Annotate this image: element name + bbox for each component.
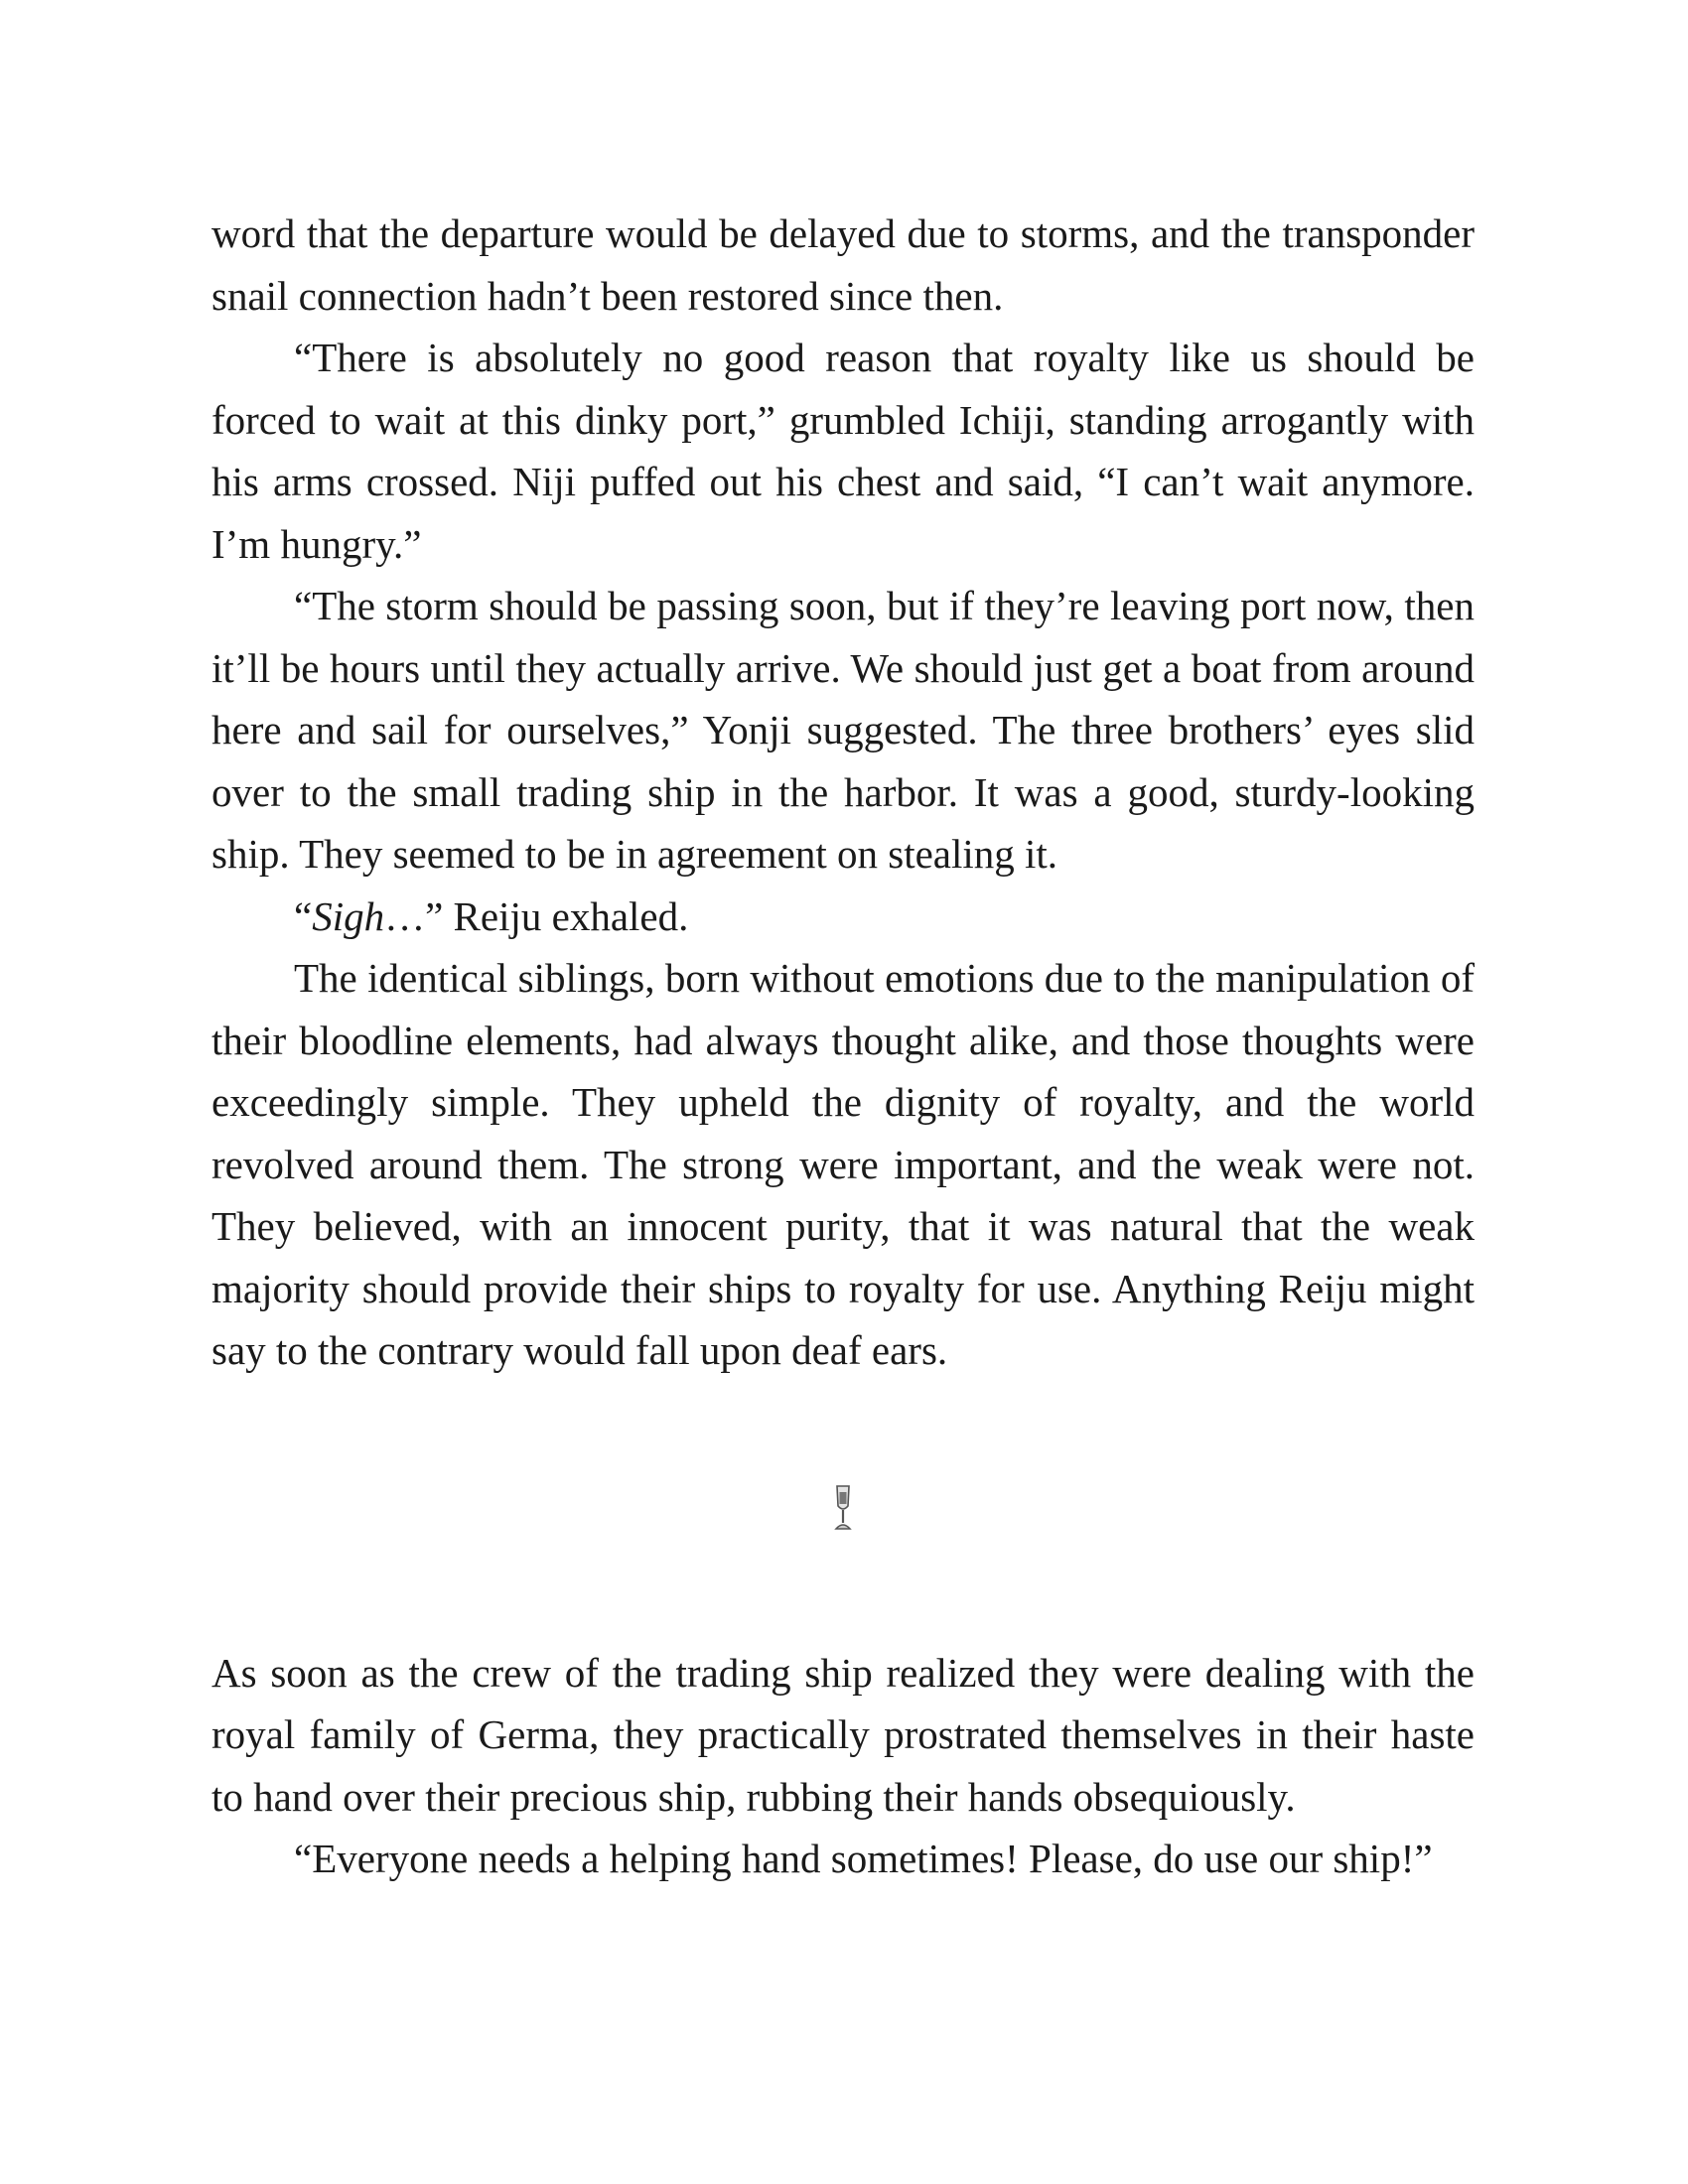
open-quote: “ [294, 892, 313, 939]
paragraph: “The storm should be passing soon, but if they’re leaving port now, then it’ll be hours until they actually arrive. We should just get a boat from around here and sail for ourselves,” Yonji suggested. The three brothers’ eyes slid over to the small trading ship in the harbor. It was a good, sturdy-looking ship. They seemed to be in agreement on stealing it. [211, 583, 1475, 877]
paragraph: “Everyone needs a helping hand sometimes! Please, do use our ship!” [294, 1836, 1433, 1881]
goblet-icon [833, 1484, 853, 1532]
italic-sigh: Sigh [312, 892, 385, 939]
paragraph: “There is absolutely no good reason that royalty like us should be forced to wait at this dinky port,” grumbled Ichiji, standing arrogantly with his arms crossed. Niji puffed out his chest and said, “I can’t wait anymore. I’m hungry.” [211, 335, 1475, 567]
paragraph: The identical siblings, born without emotions due to the manipulation of their bloodline elements, had always thought alike, and those thoughts were exceedingly simple. They upheld the dignity of royalty, and the world revolved around them. The strong were important, and the weak were not. They believed, with an innocent purity, that it was natural that the weak majority should provide their ships to royalty for use. Anything Reiju might say to the contrary would fall upon deaf ears. [211, 955, 1475, 1373]
sigh-rest: …” Reiju exhaled. [384, 892, 689, 939]
paragraph-sigh [211, 886, 1475, 948]
paragraph: word that the departure would be delayed due to storms, and the transponder snail connection hadn’t been restored since then. [211, 210, 1475, 319]
section-break [211, 1382, 1475, 1642]
paragraph: As soon as the crew of the trading ship realized they were dealing with the royal family of Germa, they practically prostrated themselves in their haste to hand over their precious ship, rubbing their hands obsequiously. [211, 1649, 1475, 1820]
document-page [211, 203, 1475, 1890]
